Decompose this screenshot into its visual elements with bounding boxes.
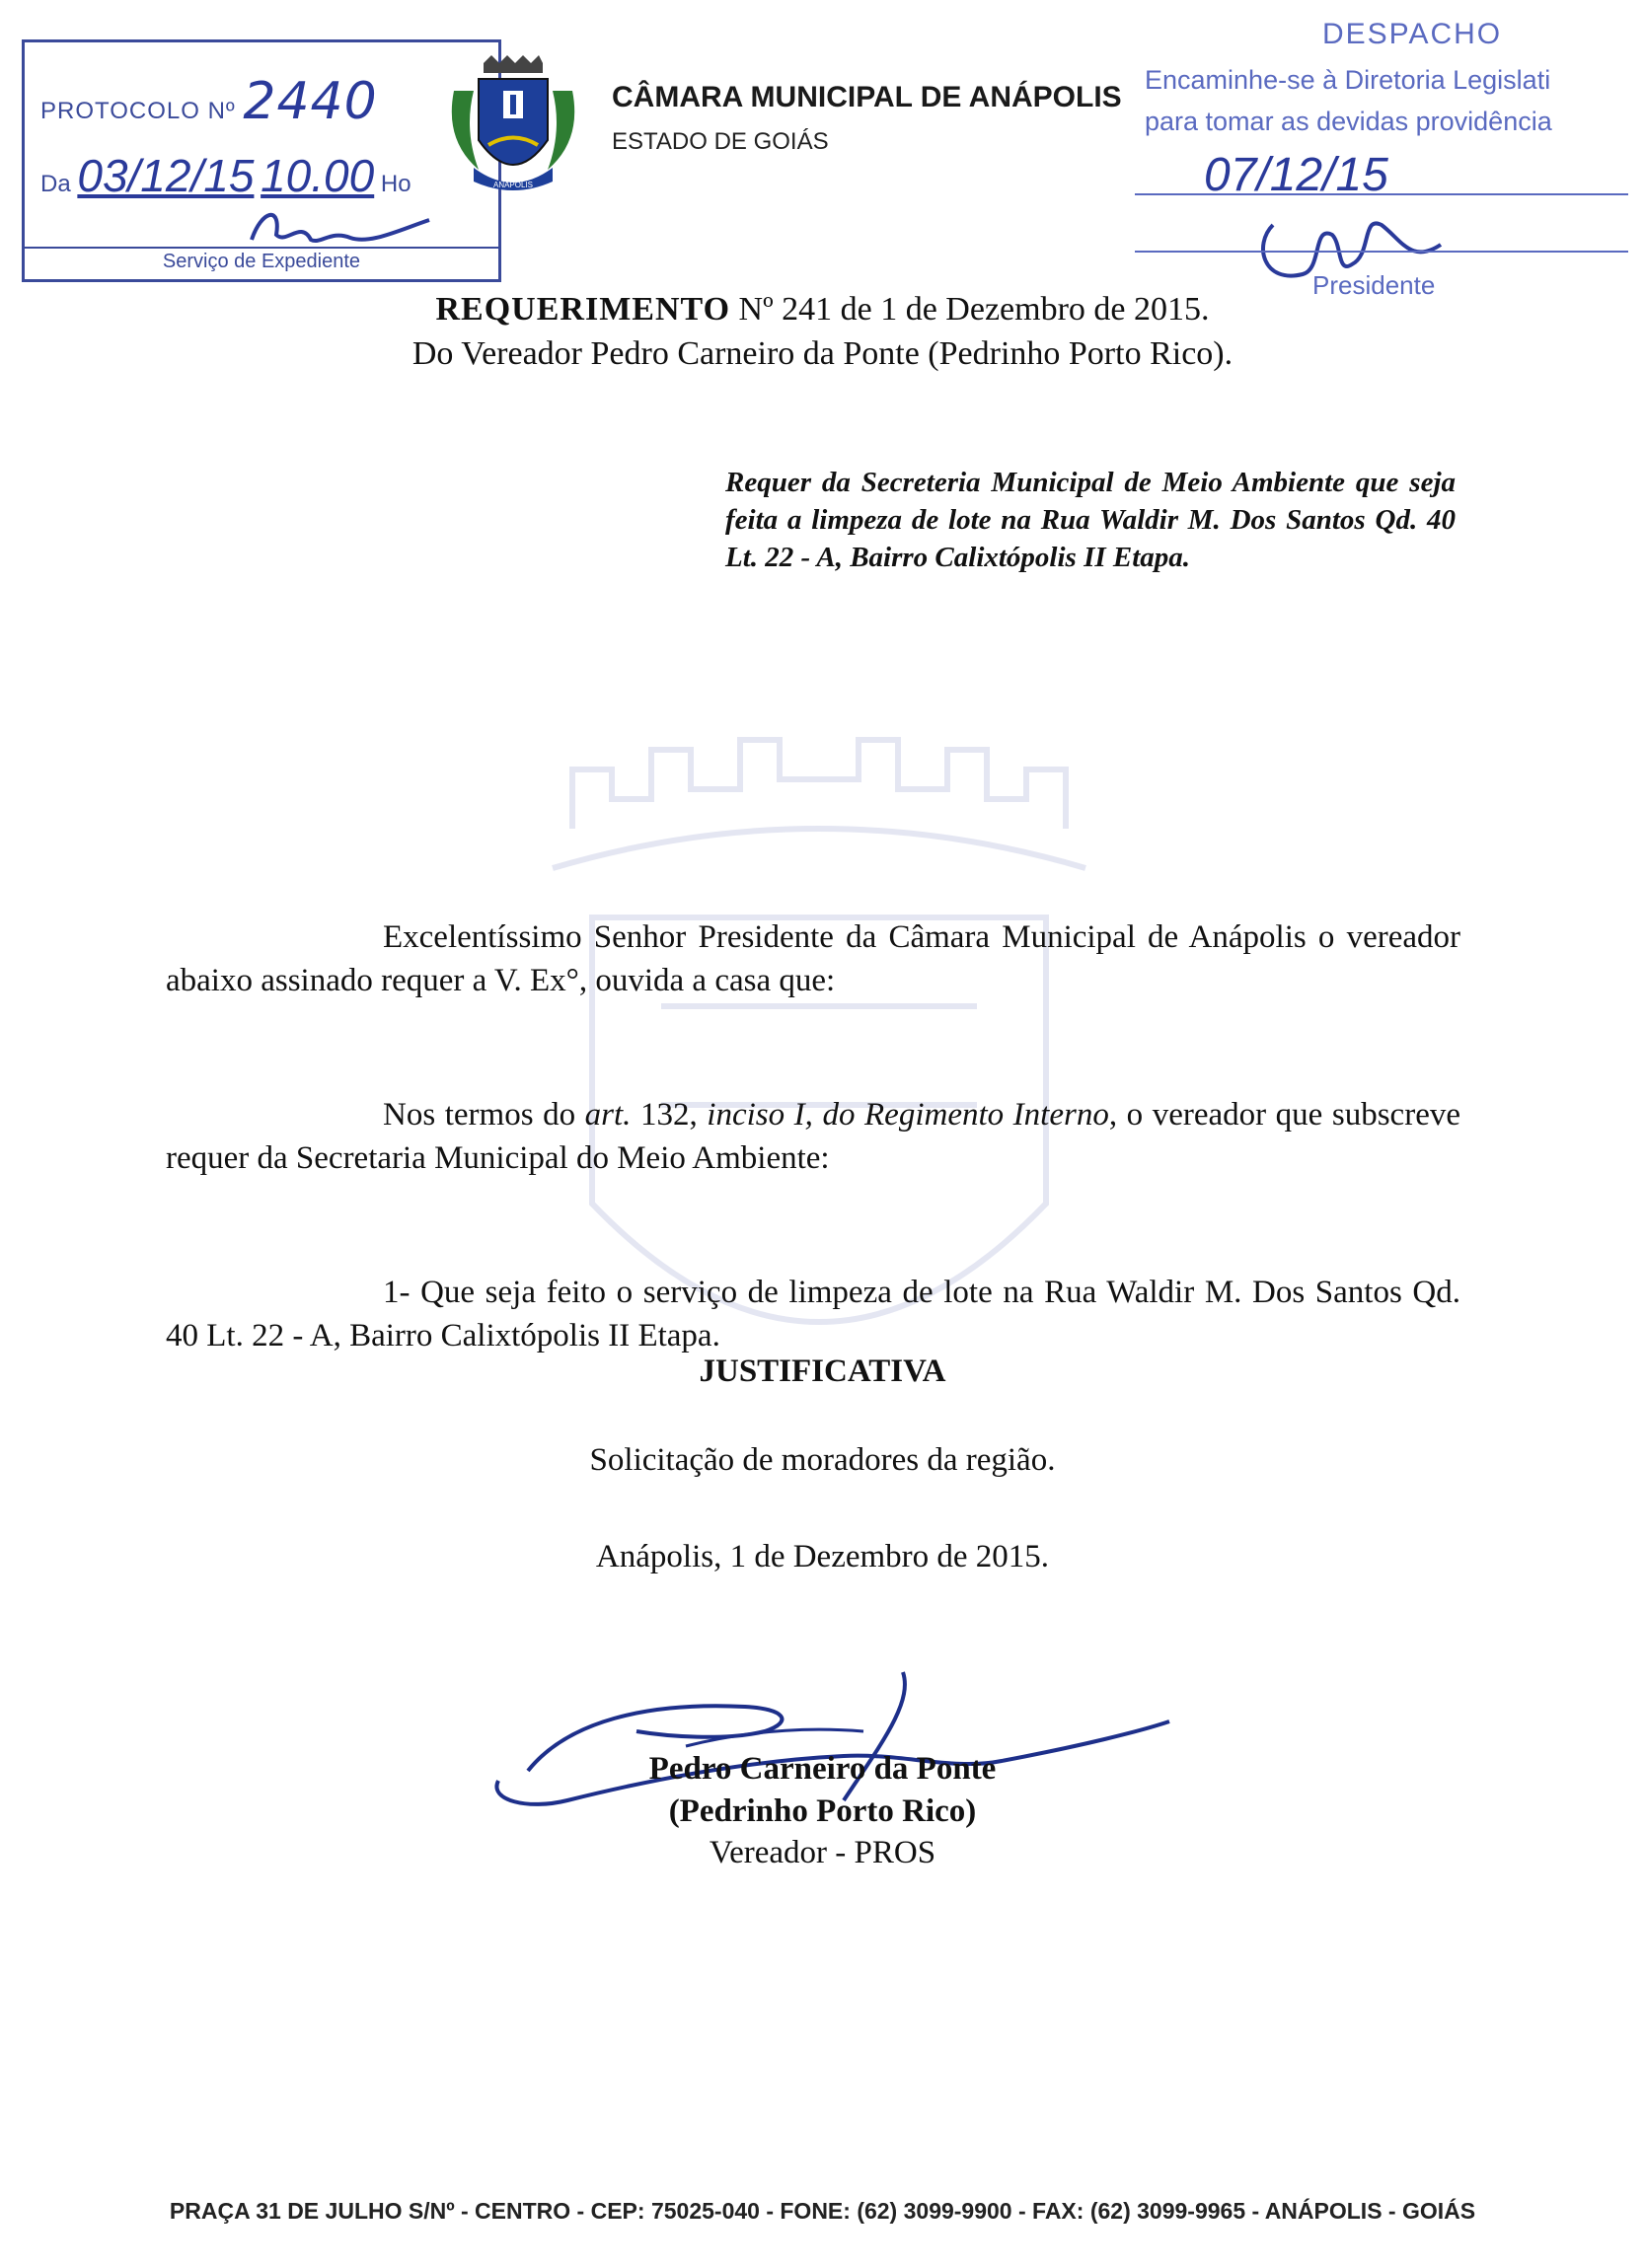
- despacho-title: DESPACHO: [1322, 18, 1503, 50]
- request-author: Do Vereador Pedro Carneiro da Ponte (Pedrinho Porto Rico).: [411, 335, 1234, 372]
- protocol-date-label: Da: [40, 171, 71, 197]
- crest-logo: [434, 51, 592, 199]
- paragraph-legal-basis: [166, 1093, 1460, 1180]
- state-subtitle: ESTADO DE GOIÁS: [612, 128, 829, 155]
- despacho-line-1: Encaminhe-se à Diretoria Legislati: [1145, 65, 1551, 95]
- crest-text: ANÁPOLIS: [492, 181, 534, 189]
- para2-text-inciso: inciso I, do Regimento Interno: [707, 1097, 1109, 1133]
- request-title: [0, 291, 1645, 329]
- despacho-rule-2: [1135, 251, 1628, 253]
- protocol-stamp: [22, 39, 501, 282]
- para2-text-e: , o vereador que subscreve requer da Secretaria Municipal do Meio Ambiente:: [166, 1097, 1460, 1176]
- request-title-rest: Nº 241 de 1 de Dezembro de 2015.: [730, 291, 1210, 328]
- protocol-label: PROTOCOLO Nº: [40, 98, 236, 124]
- despacho-date: 07/12/15: [1204, 149, 1388, 201]
- signatory-name: Pedro Carneiro da Ponte: [648, 1751, 997, 1787]
- paragraph-salutation-text: Excelentíssimo Senhor Presidente da Câmara Municipal de Anápolis o vereador abaixo assinado requer a V. Ex°, ouvida a casa que:: [166, 919, 1460, 998]
- request-title-bold: REQUERIMENTO: [435, 291, 731, 328]
- paragraph-salutation: [166, 915, 1460, 1002]
- signatory-nickname: (Pedrinho Porto Rico): [668, 1793, 977, 1829]
- signatory-role: Vereador - PROS: [709, 1835, 936, 1870]
- despacho-line-2: para tomar as devidas providência: [1145, 107, 1552, 136]
- despacho-stamp: [1135, 18, 1628, 333]
- para2-text-c: 132,: [631, 1097, 708, 1133]
- protocol-date: 03/12/15: [77, 150, 255, 201]
- institution-title: CÂMARA MUNICIPAL DE ANÁPOLIS: [612, 81, 1122, 113]
- place-date: Anápolis, 1 de Dezembro de 2015.: [595, 1539, 1050, 1574]
- protocol-number: 2440: [243, 72, 378, 131]
- para2-text-a: Nos termos do: [383, 1097, 585, 1133]
- protocol-hour-label: Ho: [380, 171, 411, 197]
- paragraph-request-item-text: 1- Que seja feito o serviço de limpeza de lote na Rua Waldir M. Dos Santos Qd. 40 Lt. 22 - A, Bairro Calixtópolis II Etapa.: [166, 1275, 1460, 1353]
- para2-text-art: art.: [584, 1097, 632, 1133]
- justificativa-heading: JUSTIFICATIVA: [699, 1353, 946, 1389]
- paragraph-request-item: [166, 1271, 1460, 1357]
- justificativa-text: Solicitação de moradores da região.: [589, 1442, 1056, 1478]
- protocol-department: Serviço de Expediente: [25, 247, 498, 273]
- despacho-role: Presidente: [1312, 270, 1436, 300]
- footer-address: PRAÇA 31 DE JULHO S/Nº - CENTRO - CEP: 75025-040 - FONE: (62) 3099-9900 - FAX: (62) 3099-9965 - ANÁPOLIS - GOIÁS: [169, 2198, 1476, 2224]
- protocol-time: 10.00: [261, 150, 375, 201]
- ementa: Requer da Secreteria Municipal de Meio Ambiente que seja feita a limpeza de lote na Rua Waldir M. Dos Santos Qd. 40 Lt. 22 - A, Bairro Calixtópolis II Etapa.: [725, 467, 1456, 573]
